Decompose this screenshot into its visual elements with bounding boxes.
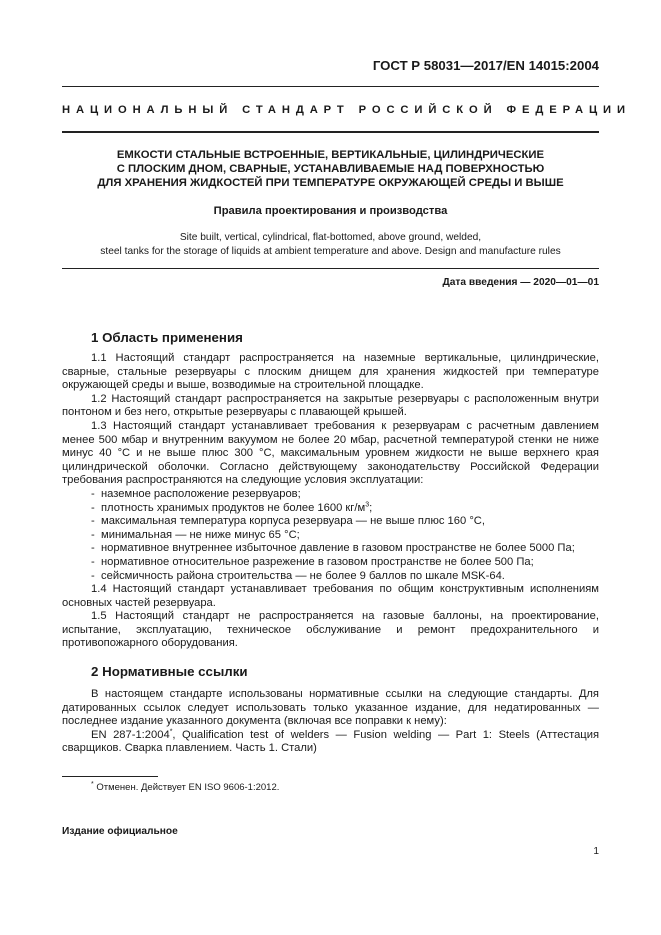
list-item: - плотность хранимых продуктов не более 1600 $кг/м^3$; [91,500,373,514]
footnote-rule [62,776,158,777]
section-1-body [62,352,599,651]
section-2-heading: 2 Нормативные ссылки [91,664,248,679]
title-line: ЕМКОСТИ СТАЛЬНЫЕ ВСТРОЕННЫЕ, ВЕРТИКАЛЬНЫЕ, ЦИЛИНДРИЧЕСКИЕ [116,149,545,161]
list-item: - максимальная температура корпуса резервуара — не выше плюс 160 °С, [91,515,485,528]
national-standard-heading: НАЦИОНАЛЬНЫЙ СТАНДАРТ РОССИЙСКОЙ ФЕДЕРАЦИИ [62,104,631,116]
paragraph-1-1: 1.1 Настоящий стандарт распространяется на наземные вертикальные, цилиндрические, сварные, стальные резервуары с плоским днищем для хранения жидкостей при температуре окружающей среды и выше, возводимые на строительной площадке. [62,352,599,392]
english-title [62,231,599,259]
footnote-marker: * [169,728,173,736]
title-block [62,148,599,259]
reference-text: , Qualification test of welders — Fusion welding — Part 1: Steels (Аттестация сварщиков. Сварка плавлением. Часть 1. Стали) [62,728,600,755]
subtitle: Правила проектирования и производства [213,204,448,217]
document-code: ГОСТ Р 58031—2017/EN 14015:2004 [372,58,599,73]
header-rule [62,86,599,87]
official-edition-label: Издание официальное [62,826,178,837]
list-item: - минимальная — не ниже минус 65 °С; [91,528,300,541]
list-item: - нормативное относительное разрежение в газовом пространстве не более 500 Па; [91,555,534,568]
reference-entry [62,729,599,756]
list-item: - наземное расположение резервуаров; [91,487,301,500]
english-title-line: steel tanks for the storage of liquids at ambient temperature and above. Design and manufacture rules [100,245,561,257]
page-number: 1 [593,846,599,857]
english-title-line: Site built, vertical, cylindrical, flat-bottomed, above ground, welded, [179,231,482,243]
introduction-date: Дата введения — 2020—01—01 [442,277,599,288]
section-2-body [62,688,599,756]
title-line: С ПЛОСКИМ ДНОМ, СВАРНЫЕ, УСТАНАВЛИВАЕМЫЕ НАД ПОВЕРХНОСТЬЮ [116,163,545,176]
reference-code: EN 287-1:2004 [91,728,170,741]
list-item: - нормативное внутреннее избыточное давление в газовом пространстве не более 5000 Па; [91,542,575,555]
title-rule-top [62,131,599,133]
paragraph-2-intro: В настоящем стандарте использованы нормативные ссылки на следующие стандарты. Для датированных ссылок следует использовать только указанное издание, для недатированных — последнее издание указанного документа (включая все поправки к нему): [62,688,599,728]
list-item: - сейсмичность района строительства — не более 9 баллов по шкале MSK-64. [91,569,505,582]
paragraph-1-2: 1.2 Настоящий стандарт распространяется на закрытые резервуары с расположенным внутри понтоном и без него, открытые резервуары с плавающей крышей. [62,392,599,419]
footnote: * Отменен. Действует EN ISO 9606-1:2012. [91,780,280,793]
paragraph-1-3: 1.3 Настоящий стандарт устанавливает требования к резервуарам с расчетным давлением менее 500 мбар и внутренним вакуумом не более 20 мбар, расчетной температурой стенки не ниже минус 40 °С и не выше плюс 300 °С, максимальным уровнем жидкости не выше верхнего края цилиндрической оболочки. Согласно действующему законодательству Российской Федерации требования распространяются на следующие условия эксплуатации: [62,419,599,487]
title-rule-bottom [62,268,599,269]
paragraph-1-4: 1.4 Настоящий стандарт устанавливает требования по общим конструктивным исполнениям основных частей резервуара. [62,583,599,609]
title-line: ДЛЯ ХРАНЕНИЯ ЖИДКОСТЕЙ ПРИ ТЕМПЕРАТУРЕ ОКРУЖАЮЩЕЙ СРЕДЫ И ВЫШЕ [97,177,564,190]
section-1-heading: 1 Область применения [91,330,243,345]
paragraph-1-5: 1.5 Настоящий стандарт не распространяется на газовые баллоны, на проектирование, испытание, эксплуатацию, техническое обслуживание и ремонт предохранительного и противопожарного оборудования. [62,610,599,650]
